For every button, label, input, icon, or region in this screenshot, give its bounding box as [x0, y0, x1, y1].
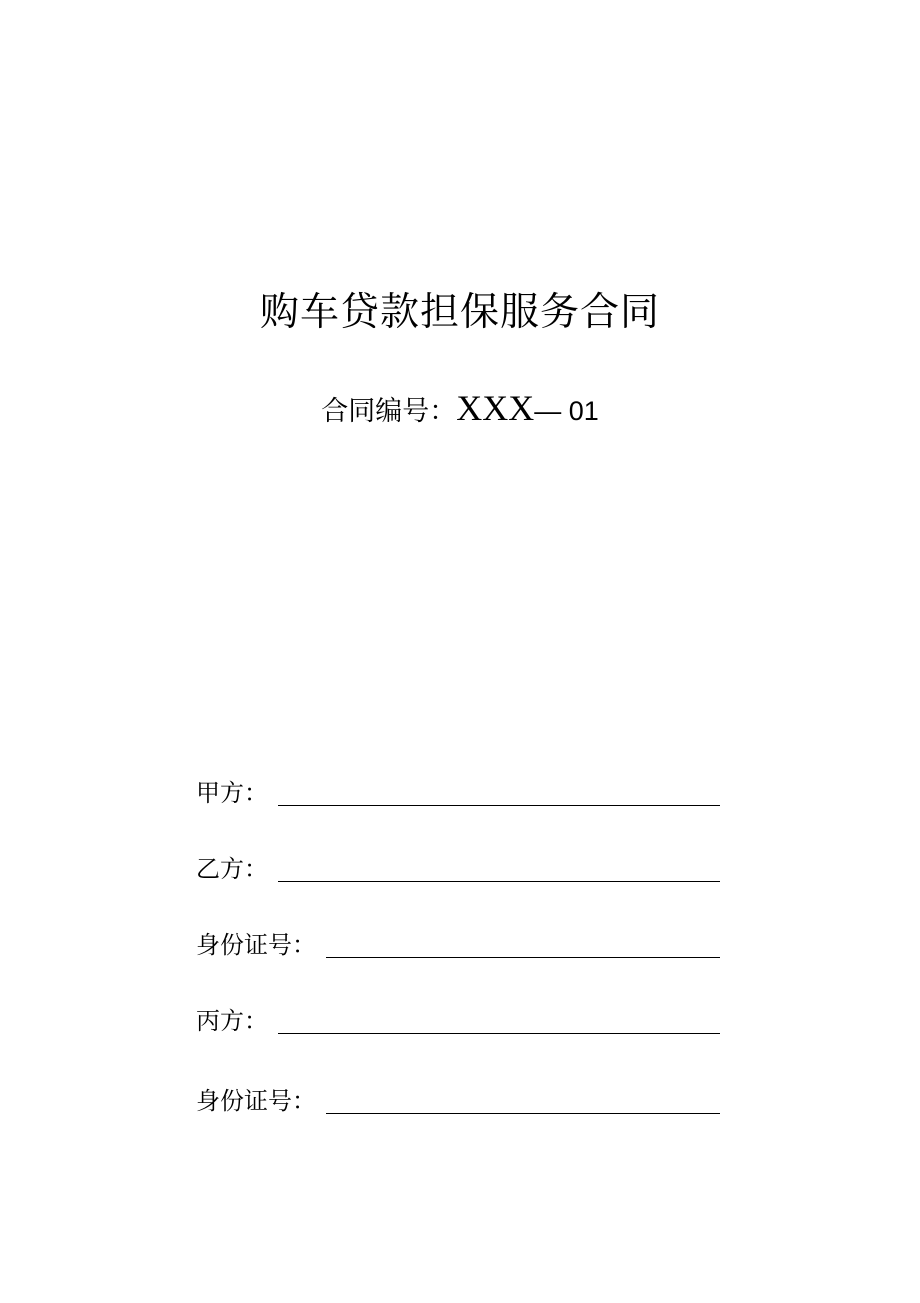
party-a-label: 甲方：: [196, 779, 268, 807]
party-b-blank-line[interactable]: [278, 881, 720, 882]
party-b-label: 乙方：: [196, 855, 268, 883]
party-a-blank-line[interactable]: [278, 805, 720, 806]
party-c-id-label: 身份证号：: [196, 1087, 316, 1115]
party-b-id-label: 身份证号：: [196, 931, 316, 959]
party-c-field: [196, 1000, 720, 1036]
party-c-label: 丙方：: [196, 1007, 268, 1035]
document-title: 购车贷款担保服务合同: [259, 290, 660, 335]
party-a-field: [196, 772, 720, 808]
contract-number-suffix: — 01: [534, 396, 599, 426]
party-b-id-blank-line[interactable]: [326, 957, 720, 958]
contract-number-code: XXX: [456, 388, 535, 428]
contract-number-label: 合同编号：: [321, 396, 457, 427]
contract-number: [0, 388, 920, 432]
party-c-id-field: [196, 1080, 720, 1116]
party-c-id-blank-line[interactable]: [326, 1113, 720, 1114]
party-c-blank-line[interactable]: [278, 1033, 720, 1034]
party-b-field: [196, 848, 720, 884]
party-b-id-field: [196, 924, 720, 960]
